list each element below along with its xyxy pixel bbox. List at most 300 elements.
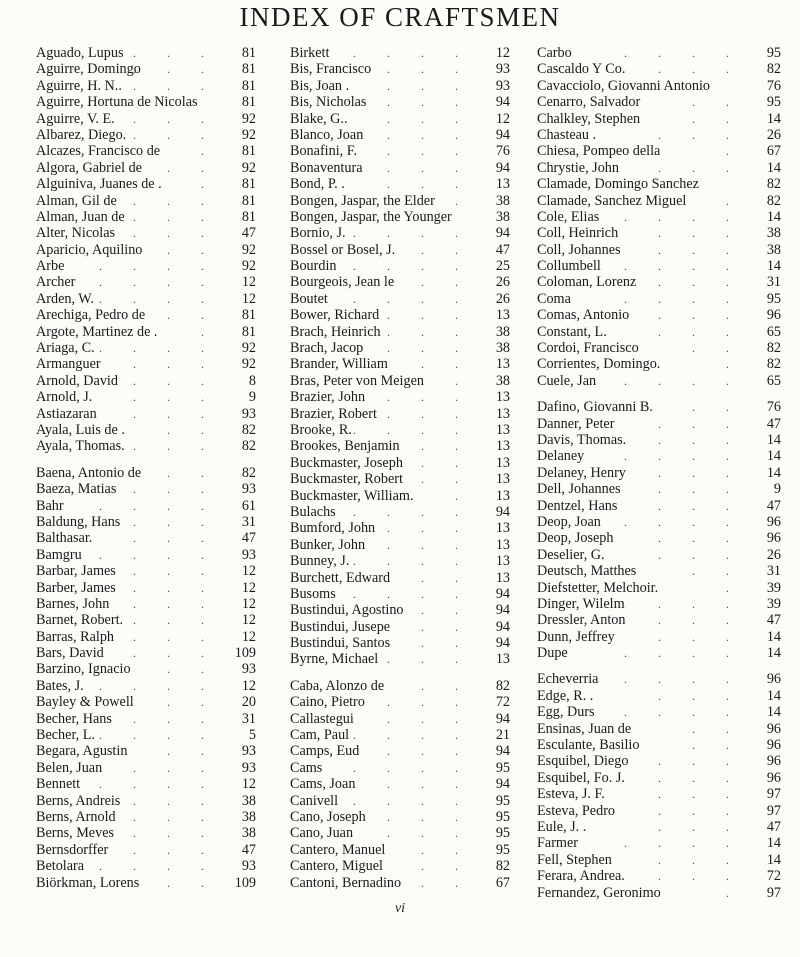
craftsman-name: Echeverria [537, 671, 599, 688]
index-entry [537, 416, 781, 432]
craftsman-name: Esquibel, Fo. J. [537, 769, 625, 786]
leader-dots: . . . [658, 852, 743, 867]
index-entry [537, 324, 781, 340]
leader-dots: . [726, 580, 743, 595]
index-entry [36, 225, 256, 241]
index-entry [537, 465, 781, 481]
index-entry [290, 635, 510, 651]
index-entry [290, 78, 510, 94]
index-entry [36, 875, 256, 891]
craftsman-name: Cano, Juan [290, 825, 354, 842]
page-reference: 31 [241, 710, 256, 727]
index-entry [36, 389, 256, 405]
page-reference: 13 [495, 651, 510, 668]
leader-dots: . [455, 488, 472, 503]
index-entry [36, 61, 256, 77]
index-column-3 [537, 45, 781, 901]
page-reference: 82 [241, 421, 256, 438]
index-entry [36, 176, 256, 192]
index-entry [537, 835, 781, 851]
index-entry [290, 438, 510, 454]
craftsman-name: Danner, Peter [537, 415, 615, 432]
page-reference: 13 [495, 553, 510, 570]
craftsman-name: Bahr [36, 497, 64, 514]
leader-dots: . . [167, 308, 218, 323]
craftsman-name: Deselier, G. [537, 546, 605, 563]
page-reference: 94 [495, 618, 510, 635]
craftsman-name: Bunker, John [290, 536, 366, 553]
craftsman-name: Becher, Hans [36, 710, 112, 727]
craftsman-name: Deutsch, Matthes [537, 563, 637, 580]
craftsman-name: Dunn, Jeffrey [537, 628, 615, 645]
craftsman-name: Bonaventura [290, 159, 363, 176]
index-entry [36, 825, 256, 841]
page-reference: 82 [495, 858, 510, 875]
page-reference: 38 [241, 808, 256, 825]
leader-dots: . . [421, 842, 472, 857]
leader-dots: . . . [658, 160, 743, 175]
page-reference: 81 [241, 307, 256, 324]
leader-dots: . . . . [624, 373, 743, 388]
craftsman-name: Cantero, Manuel [290, 841, 386, 858]
craftsman-name: Coll, Heinrich [537, 225, 619, 242]
craftsman-name: Barnet, Robert. [36, 612, 124, 629]
craftsman-name: Bossel or Bosel, J. [290, 241, 396, 258]
craftsman-name: Cams, Joan [290, 776, 356, 793]
leader-dots: . . . [133, 193, 218, 208]
index-entry [36, 563, 256, 579]
page-reference: 12 [241, 628, 256, 645]
leader-dots: . . . [387, 777, 472, 792]
leader-dots: . . . . [99, 678, 218, 693]
page-reference: 93 [241, 661, 256, 678]
index-entry [36, 45, 256, 61]
craftsman-name: Betolara [36, 858, 85, 875]
leader-dots: . . . [387, 144, 472, 159]
page-reference: 94 [495, 126, 510, 143]
page-reference: 12 [241, 579, 256, 596]
index-entry [290, 340, 510, 356]
index-entry [537, 852, 781, 868]
page-reference: 96 [766, 737, 781, 754]
index-entry [290, 127, 510, 143]
index-entry [537, 193, 781, 209]
leader-dots: . . . [133, 793, 218, 808]
index-entry [537, 868, 781, 884]
index-entry [36, 612, 256, 628]
index-entry [290, 373, 510, 389]
page-reference: 14 [766, 464, 781, 481]
craftsman-name: Brach, Jacop [290, 340, 364, 357]
page-reference: 13 [495, 389, 510, 406]
craftsman-name: Bamgru [36, 546, 82, 563]
index-entry [290, 307, 510, 323]
index-entry [36, 694, 256, 710]
craftsman-name: Archer [36, 274, 76, 291]
index-entry [290, 143, 510, 159]
craftsman-name: Farmer [537, 835, 578, 852]
page-reference: 13 [495, 356, 510, 373]
craftsman-name: Cantero, Miguel [290, 858, 383, 875]
leader-dots: . . . . [99, 498, 218, 513]
index-entry [290, 160, 510, 176]
leader-dots: . . . [387, 127, 472, 142]
leader-dots: . . . . [99, 777, 218, 792]
page-reference: 21 [495, 727, 510, 744]
index-entry [537, 803, 781, 819]
index-entry [290, 619, 510, 635]
index-entry [36, 678, 256, 694]
leader-dots: . . [421, 678, 472, 693]
leader-dots: . [201, 177, 218, 192]
page-reference: 13 [495, 520, 510, 537]
index-entry [36, 842, 256, 858]
page-reference: 81 [241, 143, 256, 160]
page-reference: 81 [241, 208, 256, 225]
craftsman-name: Collumbell [537, 258, 601, 275]
index-entry [537, 340, 781, 356]
index-entry [537, 61, 781, 77]
page-reference: 81 [241, 45, 256, 61]
page-reference: 81 [241, 323, 256, 340]
craftsman-name: Arnold, David [36, 372, 118, 389]
page-reference: 93 [495, 61, 510, 78]
index-entry [36, 373, 256, 389]
index-entry [290, 504, 510, 520]
leader-dots: . . . [658, 432, 743, 447]
page-reference: 82 [766, 61, 781, 78]
leader-dots: . . . [133, 482, 218, 497]
page-reference: 65 [766, 323, 781, 340]
leader-dots: . . . [387, 78, 472, 93]
page-reference: 82 [766, 340, 781, 357]
page-reference: 13 [495, 176, 510, 193]
index-entry [36, 711, 256, 727]
index-entry [537, 274, 781, 290]
page-reference: 76 [766, 77, 781, 94]
page-reference: 82 [241, 464, 256, 481]
index-entry [537, 111, 781, 127]
leader-dots: . . . [658, 324, 743, 339]
page-reference: 82 [766, 356, 781, 373]
page-reference: 93 [241, 546, 256, 563]
craftsman-name: Brazier, Robert [290, 405, 377, 422]
craftsman-name: Deop, Joan [537, 513, 601, 530]
page-reference: 92 [241, 356, 256, 373]
leader-dots: . . . [658, 770, 743, 785]
index-entry [36, 645, 256, 661]
page-reference: 26 [766, 126, 781, 143]
craftsman-name: Caino, Pietro [290, 694, 365, 711]
craftsman-name: Diefstetter, Melchoir. [537, 579, 659, 596]
index-entry [537, 242, 781, 258]
craftsman-name: Esculante, Basilio [537, 737, 640, 754]
leader-dots: . . [421, 472, 472, 487]
leader-dots: . . [692, 400, 743, 415]
leader-dots: . . . [658, 531, 743, 546]
craftsman-name: Birkett [290, 45, 330, 61]
leader-dots: . . . . [353, 259, 472, 274]
leader-dots: . . . [133, 111, 218, 126]
craftsman-name: Dupe [537, 645, 568, 662]
leader-dots: . [455, 193, 472, 208]
page-reference: 94 [495, 585, 510, 602]
leader-dots: . [726, 885, 743, 900]
leader-dots: . . . [387, 177, 472, 192]
index-entry [290, 258, 510, 274]
leader-dots: . . . [387, 537, 472, 552]
leader-dots: . . . [658, 127, 743, 142]
page-reference: 92 [241, 340, 256, 357]
craftsman-name: Arechiga, Pedro de [36, 307, 146, 324]
index-entry [537, 258, 781, 274]
page-reference: 38 [241, 825, 256, 842]
craftsman-name: Dell, Johannes [537, 481, 621, 498]
craftsman-name: Fernandez, Geronimo [537, 884, 661, 901]
leader-dots: . . . [658, 416, 743, 431]
page-reference: 26 [766, 546, 781, 563]
leader-dots: . . . . [624, 514, 743, 529]
index-entry [36, 438, 256, 454]
leader-dots: . [726, 193, 743, 208]
leader-dots: . . . [658, 242, 743, 257]
craftsman-name: Aguirre, H. N.. [36, 77, 122, 94]
craftsman-name: Belen, Juan [36, 759, 103, 776]
leader-dots: . . [167, 695, 218, 710]
index-entry [537, 94, 781, 110]
page-reference: 94 [495, 776, 510, 793]
index-entry [36, 580, 256, 596]
craftsman-name: Arnold, J. [36, 389, 93, 406]
index-entry [537, 612, 781, 628]
leader-dots: . [726, 357, 743, 372]
index-column-1 [36, 45, 256, 891]
leader-dots: . . . . [353, 422, 472, 437]
index-column-2 [290, 45, 510, 891]
leader-dots: . . . . [99, 259, 218, 274]
craftsman-name: Barbar, James [36, 563, 116, 580]
leader-dots: . . . [133, 390, 218, 405]
leader-dots: . . . [133, 226, 218, 241]
index-entry [537, 629, 781, 645]
index-entry [290, 406, 510, 422]
page-reference: 93 [495, 77, 510, 94]
craftsman-name: Bennett [36, 776, 81, 793]
craftsman-name: Byrne, Michael [290, 651, 379, 668]
index-entry [290, 776, 510, 792]
index-entry [537, 547, 781, 563]
leader-dots: . . [421, 455, 472, 470]
leader-dots: . . . [133, 842, 218, 857]
page-reference: 14 [766, 159, 781, 176]
index-entry [36, 111, 256, 127]
page-reference: 47 [766, 415, 781, 432]
leader-dots: . . . . [353, 504, 472, 519]
page-reference: 97 [766, 802, 781, 819]
page-reference: 39 [766, 579, 781, 596]
craftsman-name: Bonafini, F. [290, 143, 358, 160]
page-reference: 96 [766, 769, 781, 786]
page-reference: 94 [495, 159, 510, 176]
craftsman-name: Buckmaster, Joseph [290, 454, 403, 471]
index-entry [36, 481, 256, 497]
index-entry [290, 651, 510, 667]
index-entry [290, 242, 510, 258]
page-reference: 95 [766, 45, 781, 61]
craftsman-name: Begara, Agustin [36, 743, 128, 760]
page-reference: 13 [495, 487, 510, 504]
craftsman-name: Ayala, Thomas. [36, 438, 125, 455]
index-entry [290, 743, 510, 759]
index-entry [36, 209, 256, 225]
craftsman-name: Carbo [537, 45, 572, 61]
craftsman-name: Cantoni, Bernadino [290, 874, 402, 891]
page-reference: 47 [766, 612, 781, 629]
craftsman-name: Alman, Juan de [36, 208, 125, 225]
leader-dots: . . [421, 636, 472, 651]
index-entry [537, 514, 781, 530]
page-reference: 14 [766, 851, 781, 868]
page-reference: 96 [766, 753, 781, 770]
page-reference: 12 [241, 595, 256, 612]
leader-dots: . [201, 324, 218, 339]
page-reference: 8 [248, 372, 256, 389]
craftsman-name: Brazier, John [290, 389, 366, 406]
page-reference: 14 [766, 258, 781, 275]
leader-dots: . . . . [624, 449, 743, 464]
leader-dots: . . [421, 603, 472, 618]
page-reference: 82 [766, 192, 781, 209]
page-reference: 96 [766, 671, 781, 688]
index-entry [290, 111, 510, 127]
leader-dots: . . [692, 738, 743, 753]
leader-dots: . . . [133, 826, 218, 841]
page-reference: 72 [766, 868, 781, 885]
craftsman-name: Bumford, John [290, 520, 376, 537]
index-entry [537, 209, 781, 225]
craftsman-name: Bunney, J. [290, 553, 350, 570]
leader-dots: . . [421, 242, 472, 257]
craftsman-name: Berns, Arnold [36, 808, 116, 825]
index-entry [537, 498, 781, 514]
index-entry [537, 721, 781, 737]
index-entry [36, 530, 256, 546]
craftsman-name: Cavacciolo, Giovanni Antonio [537, 77, 710, 94]
index-entry [290, 209, 510, 225]
leader-dots: . . . [387, 308, 472, 323]
leader-dots: . . . . [353, 793, 472, 808]
craftsman-name: Bourdin [290, 258, 337, 275]
craftsman-name: Blake, G.. [290, 110, 348, 127]
page-reference: 96 [766, 307, 781, 324]
page-reference: 13 [495, 471, 510, 488]
page-reference: 14 [766, 431, 781, 448]
craftsman-name: Argote, Martinez de . [36, 323, 158, 340]
craftsman-name: Busoms [290, 585, 336, 602]
leader-dots: . . . . [353, 46, 472, 60]
page-reference: 92 [241, 126, 256, 143]
craftsman-name: Eule, J. . [537, 818, 587, 835]
craftsman-name: Cole, Elias [537, 208, 600, 225]
page-reference: 72 [495, 694, 510, 711]
leader-dots: . . . . [99, 275, 218, 290]
leader-dots: . . . . [99, 341, 218, 356]
leader-dots: . . . . [624, 209, 743, 224]
page-reference: 13 [495, 405, 510, 422]
leader-dots: . . [421, 357, 472, 372]
index-entry [290, 570, 510, 586]
page-reference: 81 [241, 192, 256, 209]
index-entry [290, 825, 510, 841]
craftsman-name: Delaney, Henry [537, 464, 626, 481]
craftsman-name: Buckmaster, William. [290, 487, 414, 504]
index-entry [36, 406, 256, 422]
page-reference: 12 [241, 776, 256, 793]
craftsman-name: Bates, J. [36, 677, 84, 694]
leader-dots: . . . [387, 62, 472, 77]
leader-dots: . . . [658, 869, 743, 884]
leader-dots: . . [421, 439, 472, 454]
index-entry [537, 432, 781, 448]
page-reference: 81 [241, 77, 256, 94]
leader-dots: . . . [133, 127, 218, 142]
craftsman-name: Alter, Nicolas [36, 225, 116, 242]
craftsman-name: Armanguer [36, 356, 101, 373]
page-reference: 96 [766, 720, 781, 737]
craftsman-name: Burchett, Edward [290, 569, 391, 586]
page-reference: 12 [495, 45, 510, 61]
page-reference: 47 [241, 530, 256, 547]
leader-dots: . . . . [624, 291, 743, 306]
page-reference: 9 [248, 389, 256, 406]
page-reference: 95 [766, 94, 781, 111]
leader-dots: . . . [658, 308, 743, 323]
leader-dots: . . . . [624, 646, 743, 661]
index-entry [36, 727, 256, 743]
index-entry [537, 786, 781, 802]
index-entry [36, 193, 256, 209]
craftsman-name: Bis, Nicholas [290, 94, 367, 111]
index-entry [290, 809, 510, 825]
index-entry [290, 488, 510, 504]
leader-dots: . . . [387, 406, 472, 421]
leader-dots: . . . [133, 78, 218, 93]
craftsman-name: Bis, Francisco [290, 61, 372, 78]
index-entry [537, 596, 781, 612]
leader-dots: . . . [658, 613, 743, 628]
craftsman-name: Clamade, Sanchez Miguel [537, 192, 687, 209]
leader-dots: . . . [658, 226, 743, 241]
index-entry [36, 127, 256, 143]
craftsman-name: Aguirre, Domingo [36, 61, 141, 78]
leader-dots: . . . [387, 809, 472, 824]
index-entry [537, 530, 781, 546]
index-entry [36, 160, 256, 176]
leader-dots: . . [167, 465, 218, 480]
page-reference: 67 [766, 143, 781, 160]
page-reference: 13 [495, 421, 510, 438]
leader-dots: . . [167, 422, 218, 437]
leader-dots: . . [692, 95, 743, 110]
index-entry [36, 94, 256, 110]
index-entry [290, 537, 510, 553]
craftsman-name: Ariaga, C. [36, 340, 95, 357]
index-entry [537, 291, 781, 307]
index-entry [36, 242, 256, 258]
page-reference: 81 [241, 94, 256, 111]
craftsman-name: Algora, Gabriel de [36, 159, 142, 176]
craftsman-name: Alcazes, Francisco de [36, 143, 161, 160]
